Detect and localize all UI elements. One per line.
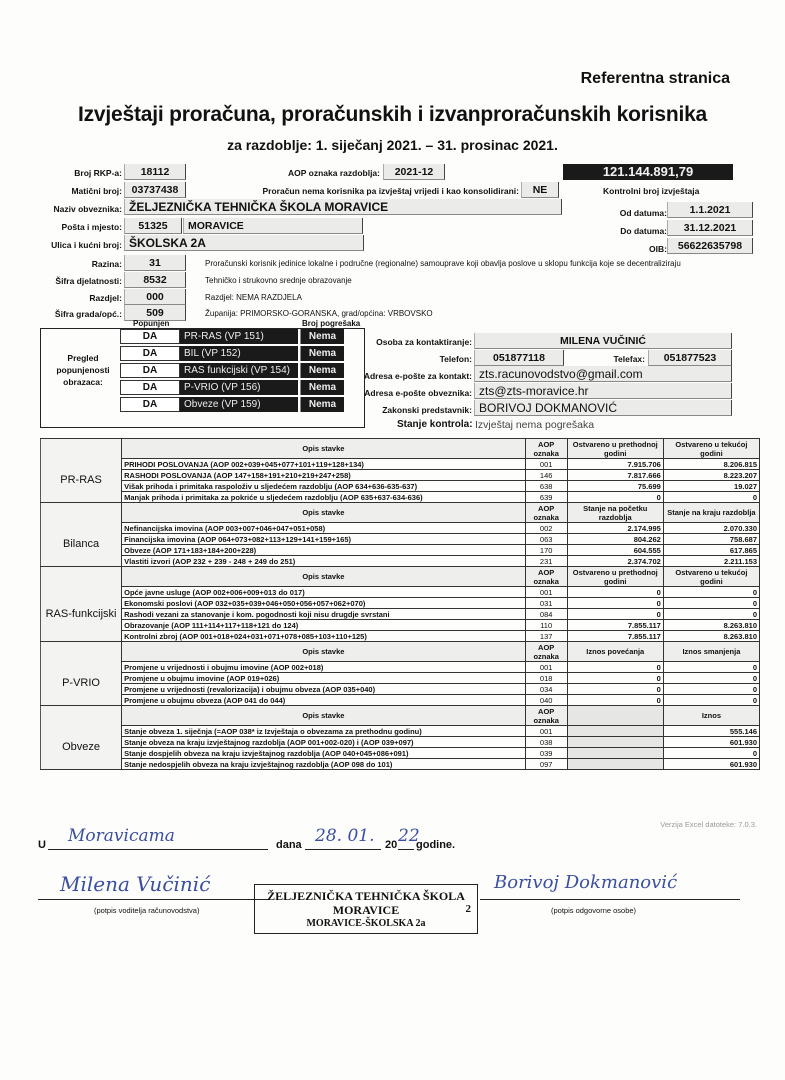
section-spacer: [41, 706, 122, 726]
form-name: PR-RAS (VP 151): [180, 329, 298, 344]
consolidated-field[interactable]: NE: [521, 182, 559, 198]
row-value-b: 0: [663, 695, 759, 706]
column-header: Stanje na početku razdoblja: [567, 503, 663, 523]
row-aop-code: 001: [525, 726, 567, 737]
table-row: [41, 481, 760, 492]
row-description: Stanje obveza 1. siječnja (=AOP 038* iz Izvještaja o obvezama za prethodnu godinu): [122, 726, 526, 737]
section-name: RAS-funkcijski: [41, 587, 122, 642]
table-row: [41, 759, 760, 770]
division-label: Razdjel:: [89, 293, 122, 303]
form-error-count: Nema: [300, 363, 344, 378]
date-handwriting: 28. 01.: [315, 826, 375, 846]
form-error-count: Nema: [300, 346, 344, 361]
table-row: [41, 726, 760, 737]
column-header: AOP oznaka: [525, 503, 567, 523]
form-row: [120, 329, 344, 344]
row-value-a: [567, 759, 663, 770]
activity-label: Šifra djelatnosti:: [55, 276, 122, 286]
table-row: [41, 737, 760, 748]
contact-email-field[interactable]: zts.racunovodstvo@gmail.com: [474, 366, 732, 382]
section-spacer: [41, 642, 122, 662]
row-aop-code: 231: [525, 556, 567, 567]
row-description: RASHODI POSLOVANJA (AOP 147+158+191+210+219+247+258): [122, 470, 526, 481]
place-handwriting: Moravicama: [68, 826, 175, 846]
director-signature-line: [480, 894, 740, 900]
activity-field[interactable]: 8532: [124, 272, 186, 288]
from-date-field[interactable]: 1.1.2021: [667, 202, 753, 218]
row-aop-code: 146: [525, 470, 567, 481]
aop-period-field[interactable]: 2021-12: [383, 164, 445, 180]
row-value-a: 0: [567, 684, 663, 695]
institution-stamp: [254, 884, 478, 934]
row-aop-code: 018: [525, 673, 567, 684]
form-row: [120, 397, 344, 412]
row-description: Obveze (AOP 171+183+184+200+228): [122, 545, 526, 556]
row-value-a: 0: [567, 598, 663, 609]
row-value-a: 804.262: [567, 534, 663, 545]
level-label: Razina:: [91, 259, 122, 269]
column-header: Opis stavke: [122, 706, 526, 726]
row-value-b: 0: [663, 598, 759, 609]
column-header: Ostvareno u tekućoj godini: [663, 439, 759, 459]
form-name: RAS funkcijski (VP 154): [180, 363, 298, 378]
row-value-a: 0: [567, 662, 663, 673]
row-aop-code: 084: [525, 609, 567, 620]
column-header: Opis stavke: [122, 567, 526, 587]
row-aop-code: 031: [525, 598, 567, 609]
street-label: Ulica i kućni broj:: [51, 240, 122, 250]
stamp-line-3: MORAVICE-ŠKOLSKA 2a: [306, 918, 426, 929]
row-value-b: 2.211.153: [663, 556, 759, 567]
section-header-row: [41, 567, 760, 587]
column-header: AOP oznaka: [525, 642, 567, 662]
row-value-b: 0: [663, 748, 759, 759]
accountant-signature-line: [38, 894, 268, 900]
director-signature-caption: (potpis odgovorne osobe): [551, 906, 637, 915]
column-header: Ostvareno u prethodnoj godini: [567, 567, 663, 587]
reference-page-label: Referentna stranica: [580, 70, 730, 87]
row-value-a: 75.699: [567, 481, 663, 492]
row-description: Promjene u obujmu obveza (AOP 041 do 044): [122, 695, 526, 706]
column-header: AOP oznaka: [525, 567, 567, 587]
post-label: Pošta i mjesto:: [61, 222, 122, 232]
row-value-b: 8.206.815: [663, 459, 759, 470]
row-value-a: 2.174.995: [567, 523, 663, 534]
form-error-count: Nema: [300, 397, 344, 412]
row-description: Kontrolni zbroj (AOP 001+018+024+031+071+078+085+103+110+125): [122, 631, 526, 642]
section-spacer: [41, 567, 122, 587]
row-description: Višak prihoda i primitaka raspoloživ u sljedećem razdoblju (AOP 634+636-635-637): [122, 481, 526, 492]
section-header-row: [41, 706, 760, 726]
place-field[interactable]: MORAVICE: [183, 218, 363, 234]
column-header: [567, 706, 663, 726]
date-label: dana: [276, 839, 302, 851]
row-aop-code: 063: [525, 534, 567, 545]
control-status-value: Izvještaj nema pogrešaka: [475, 419, 595, 431]
row-aop-code: 040: [525, 695, 567, 706]
form-name: BIL (VP 152): [180, 346, 298, 361]
control-number: 121.144.891,79: [563, 164, 733, 180]
year-prefix: 20: [385, 839, 398, 851]
row-description: Promjene u vrijednosti (revalorizacija) i obujmu obveza (AOP 035+040): [122, 684, 526, 695]
row-value-b: 758.687: [663, 534, 759, 545]
table-row: [41, 631, 760, 642]
row-aop-code: 001: [525, 459, 567, 470]
row-value-a: [567, 726, 663, 737]
section-name: Obveze: [41, 726, 122, 770]
table-row: [41, 545, 760, 556]
division-field[interactable]: 000: [124, 289, 186, 305]
row-value-b: 601.930: [663, 759, 759, 770]
activity-description: Tehničko i strukovno srednje obrazovanje: [205, 276, 352, 285]
row-aop-code: 002: [525, 523, 567, 534]
street-field[interactable]: ŠKOLSKA 2A: [124, 235, 364, 251]
period-subtitle: za razdoblje: 1. siječanj 2021. – 31. prosinac 2021.: [227, 137, 558, 153]
row-value-a: [567, 737, 663, 748]
row-aop-code: 038: [525, 737, 567, 748]
contact-person-field[interactable]: MILENA VUČINIĆ: [474, 333, 732, 349]
row-description: Promjene u vrijednosti i obujmu imovine (AOP 002+018): [122, 662, 526, 673]
row-aop-code: 639: [525, 492, 567, 503]
form-name: Obveze (VP 159): [180, 397, 298, 412]
section-name: Bilanca: [41, 523, 122, 567]
city-field[interactable]: 509: [124, 305, 186, 321]
section-name: PR-RAS: [41, 459, 122, 503]
row-description: Obrazovanje (AOP 111+114+117+118+121 do 124): [122, 620, 526, 631]
entity-name-field[interactable]: ŽELJEZNIČKA TEHNIČKA ŠKOLA MORAVICE: [124, 199, 562, 215]
place-prefix: U: [38, 839, 46, 851]
column-header: AOP oznaka: [525, 706, 567, 726]
consolidated-label: Proračun nema korisnika pa izvještaj vrijedi i kao konsolidirani:: [262, 186, 519, 196]
row-value-b: 8.263.810: [663, 620, 759, 631]
to-date-field[interactable]: 31.12.2021: [667, 220, 753, 236]
row-value-b: 2.070.330: [663, 523, 759, 534]
accountant-signature: Milena Vučinić: [60, 872, 211, 896]
column-header: Opis stavke: [122, 642, 526, 662]
form-name: P-VRIO (VP 156): [180, 380, 298, 395]
table-row: [41, 609, 760, 620]
row-description: Nefinancijska imovina (AOP 003+007+046+047+051+058): [122, 523, 526, 534]
post-code-field[interactable]: 51325: [124, 218, 182, 234]
row-value-b: 0: [663, 662, 759, 673]
form-filled-status: DA: [120, 363, 180, 378]
entity-email-label: Adresa e-pošte obveznika:: [364, 388, 472, 398]
row-value-a: 604.555: [567, 545, 663, 556]
mb-field[interactable]: 03737438: [124, 182, 186, 198]
oib-label: OIB:: [649, 244, 667, 254]
legal-rep-field[interactable]: BORIVOJ DOKMANOVIĆ: [474, 400, 732, 416]
column-header: Opis stavke: [122, 503, 526, 523]
row-description: Opće javne usluge (AOP 002+006+009+013 do 017): [122, 587, 526, 598]
legal-rep-label: Zakonski predstavnik:: [382, 405, 472, 415]
column-header: Ostvareno u tekućoj godini: [663, 567, 759, 587]
name-label: Naziv obveznika:: [53, 204, 122, 214]
table-row: [41, 492, 760, 503]
row-value-a: 0: [567, 492, 663, 503]
row-aop-code: 001: [525, 662, 567, 673]
column-header: Opis stavke: [122, 439, 526, 459]
row-value-b: 8.223.207: [663, 470, 759, 481]
table-row: [41, 673, 760, 684]
city-description: Županija: PRIMORSKO-GORANSKA, grad/općina: VRBOVSKO: [205, 309, 433, 318]
row-value-b: 601.930: [663, 737, 759, 748]
page-title: Izvještaji proračuna, proračunskih i izvanproračunskih korisnika: [77, 103, 708, 126]
column-header: Iznos povećanja: [567, 642, 663, 662]
column-header: AOP oznaka: [525, 439, 567, 459]
year-suffix: godine.: [416, 839, 456, 851]
row-value-a: [567, 748, 663, 759]
phone-field[interactable]: 051877118: [474, 350, 564, 366]
table-row: [41, 470, 760, 481]
form-filled-status: DA: [120, 380, 180, 395]
section-header-row: [41, 439, 760, 459]
form-filled-status: DA: [120, 397, 180, 412]
row-description: Rashodi vezani za stanovanje i kom. pogodnosti koji nisu drugdje svrstani: [122, 609, 526, 620]
form-error-count: Nema: [300, 329, 344, 344]
row-value-a: 0: [567, 673, 663, 684]
stamp-line-1: ŽELJEZNIČKA TEHNIČKA ŠKOLA: [267, 889, 465, 903]
city-label: Šifra grada/opć.:: [54, 309, 122, 319]
aop-period-label: AOP oznaka razdoblja:: [288, 168, 380, 178]
section-header-row: [41, 503, 760, 523]
row-description: Stanje nedospjelih obveza na kraju izvještajnog razdoblja (AOP 098 do 101): [122, 759, 526, 770]
section-header-row: [41, 642, 760, 662]
row-value-a: 7.855.117: [567, 631, 663, 642]
row-value-a: 7.915.706: [567, 459, 663, 470]
row-description: Ekonomski poslovi (AOP 032+035+039+046+050+056+057+062+070): [122, 598, 526, 609]
rkp-field[interactable]: 18112: [124, 164, 186, 180]
section-spacer: [41, 503, 122, 523]
table-row: [41, 662, 760, 673]
level-description: Proračunski korisnik jedinice lokalne i područne (regionalne) samouprave koji obavlja poslove u sklopu funkcija koje se decentraliziraju: [205, 259, 681, 268]
row-aop-code: 110: [525, 620, 567, 631]
row-aop-code: 001: [525, 587, 567, 598]
form-row: [120, 346, 344, 361]
column-header: Iznos: [663, 706, 759, 726]
summary-table: [40, 438, 760, 770]
to-date-label: Do datuma:: [620, 226, 667, 236]
row-value-a: 0: [567, 587, 663, 598]
row-description: Stanje dospjelih obveza na kraju izvještajnog razdoblja (AOP 040+045+086+091): [122, 748, 526, 759]
stamp-number: 2: [465, 903, 471, 915]
entity-email-field[interactable]: zts@zts-moravice.hr: [474, 383, 732, 399]
filled-column-header: Popunjen: [133, 319, 170, 328]
row-value-b: 555.146: [663, 726, 759, 737]
phone-label: Telefon:: [439, 354, 472, 364]
row-aop-code: 638: [525, 481, 567, 492]
mb-label: Matični broj:: [71, 186, 122, 196]
table-row: [41, 459, 760, 470]
row-description: Promjene u obujmu imovine (AOP 019+026): [122, 673, 526, 684]
division-description: Razdjel: NEMA RAZDJELA: [205, 293, 302, 302]
table-row: [41, 620, 760, 631]
row-description: Manjak prihoda i primitaka za pokriće u sljedećem razdoblju (AOP 635+637-634-636): [122, 492, 526, 503]
row-aop-code: 039: [525, 748, 567, 759]
table-row: [41, 523, 760, 534]
control-number-label: Kontrolni broj izvještaja: [603, 186, 700, 196]
row-value-a: 7.817.666: [567, 470, 663, 481]
rkp-label: Broj RKP-a:: [74, 168, 122, 178]
row-value-a: 0: [567, 695, 663, 706]
section-name: P-VRIO: [41, 662, 122, 706]
form-filled-status: DA: [120, 346, 180, 361]
column-header: Stanje na kraju razdoblja: [663, 503, 759, 523]
form-error-count: Nema: [300, 380, 344, 395]
row-value-b: 0: [663, 673, 759, 684]
stamp-line-2: MORAVICE: [332, 903, 400, 917]
table-row: [41, 587, 760, 598]
row-aop-code: 097: [525, 759, 567, 770]
level-field[interactable]: 31: [124, 255, 186, 271]
row-value-a: 0: [567, 609, 663, 620]
forms-overview-label: Pregled popunjenosti obrazaca:: [56, 353, 110, 387]
from-date-label: Od datuma:: [619, 208, 667, 218]
fax-label: Telefax:: [613, 354, 645, 364]
year-handwriting: 22: [398, 826, 420, 846]
form-row: [120, 363, 344, 378]
row-value-b: 19.027: [663, 481, 759, 492]
row-aop-code: 137: [525, 631, 567, 642]
column-header: Iznos smanjenja: [663, 642, 759, 662]
row-value-b: 0: [663, 492, 759, 503]
row-description: Stanje obveza na kraju izvještajnog razdoblja (AOP 001+002-020) i (AOP 039+097): [122, 737, 526, 748]
excel-version: Verzija Excel datoteke: 7.0.3.: [660, 820, 757, 829]
table-row: [41, 534, 760, 545]
section-spacer: [41, 439, 122, 459]
row-value-a: 2.374.702: [567, 556, 663, 567]
form-row: [120, 380, 344, 395]
row-description: PRIHODI POSLOVANJA (AOP 002+039+045+077+101+119+128+134): [122, 459, 526, 470]
fax-field[interactable]: 051877523: [648, 350, 732, 366]
table-row: [41, 695, 760, 706]
row-value-b: 0: [663, 587, 759, 598]
director-signature: Borivoj Dokmanović: [494, 872, 678, 893]
contact-person-label: Osoba za kontaktiranje:: [376, 337, 472, 347]
table-row: [41, 598, 760, 609]
oib-field[interactable]: 56622635798: [667, 238, 753, 254]
table-row: [41, 684, 760, 695]
table-row: [41, 748, 760, 759]
row-aop-code: 170: [525, 545, 567, 556]
column-header: Ostvareno u prethodnoj godini: [567, 439, 663, 459]
row-description: Vlastiti izvori (AOP 232 + 239 - 248 + 249 do 251): [122, 556, 526, 567]
accountant-signature-caption: (potpis voditelja računovodstva): [94, 906, 200, 915]
row-value-b: 8.263.810: [663, 631, 759, 642]
row-aop-code: 034: [525, 684, 567, 695]
contact-email-label: Adresa e-pošte za kontakt:: [363, 371, 472, 381]
control-status-label: Stanje kontrola:: [397, 419, 473, 430]
row-value-b: 617.865: [663, 545, 759, 556]
row-description: Financijska imovina (AOP 064+073+082+113+129+141+159+165): [122, 534, 526, 545]
form-filled-status: DA: [120, 329, 180, 344]
table-row: [41, 556, 760, 567]
row-value-b: 0: [663, 684, 759, 695]
row-value-b: 0: [663, 609, 759, 620]
errors-column-header: Broj pogrešaka: [302, 319, 361, 328]
row-value-a: 7.855.117: [567, 620, 663, 631]
